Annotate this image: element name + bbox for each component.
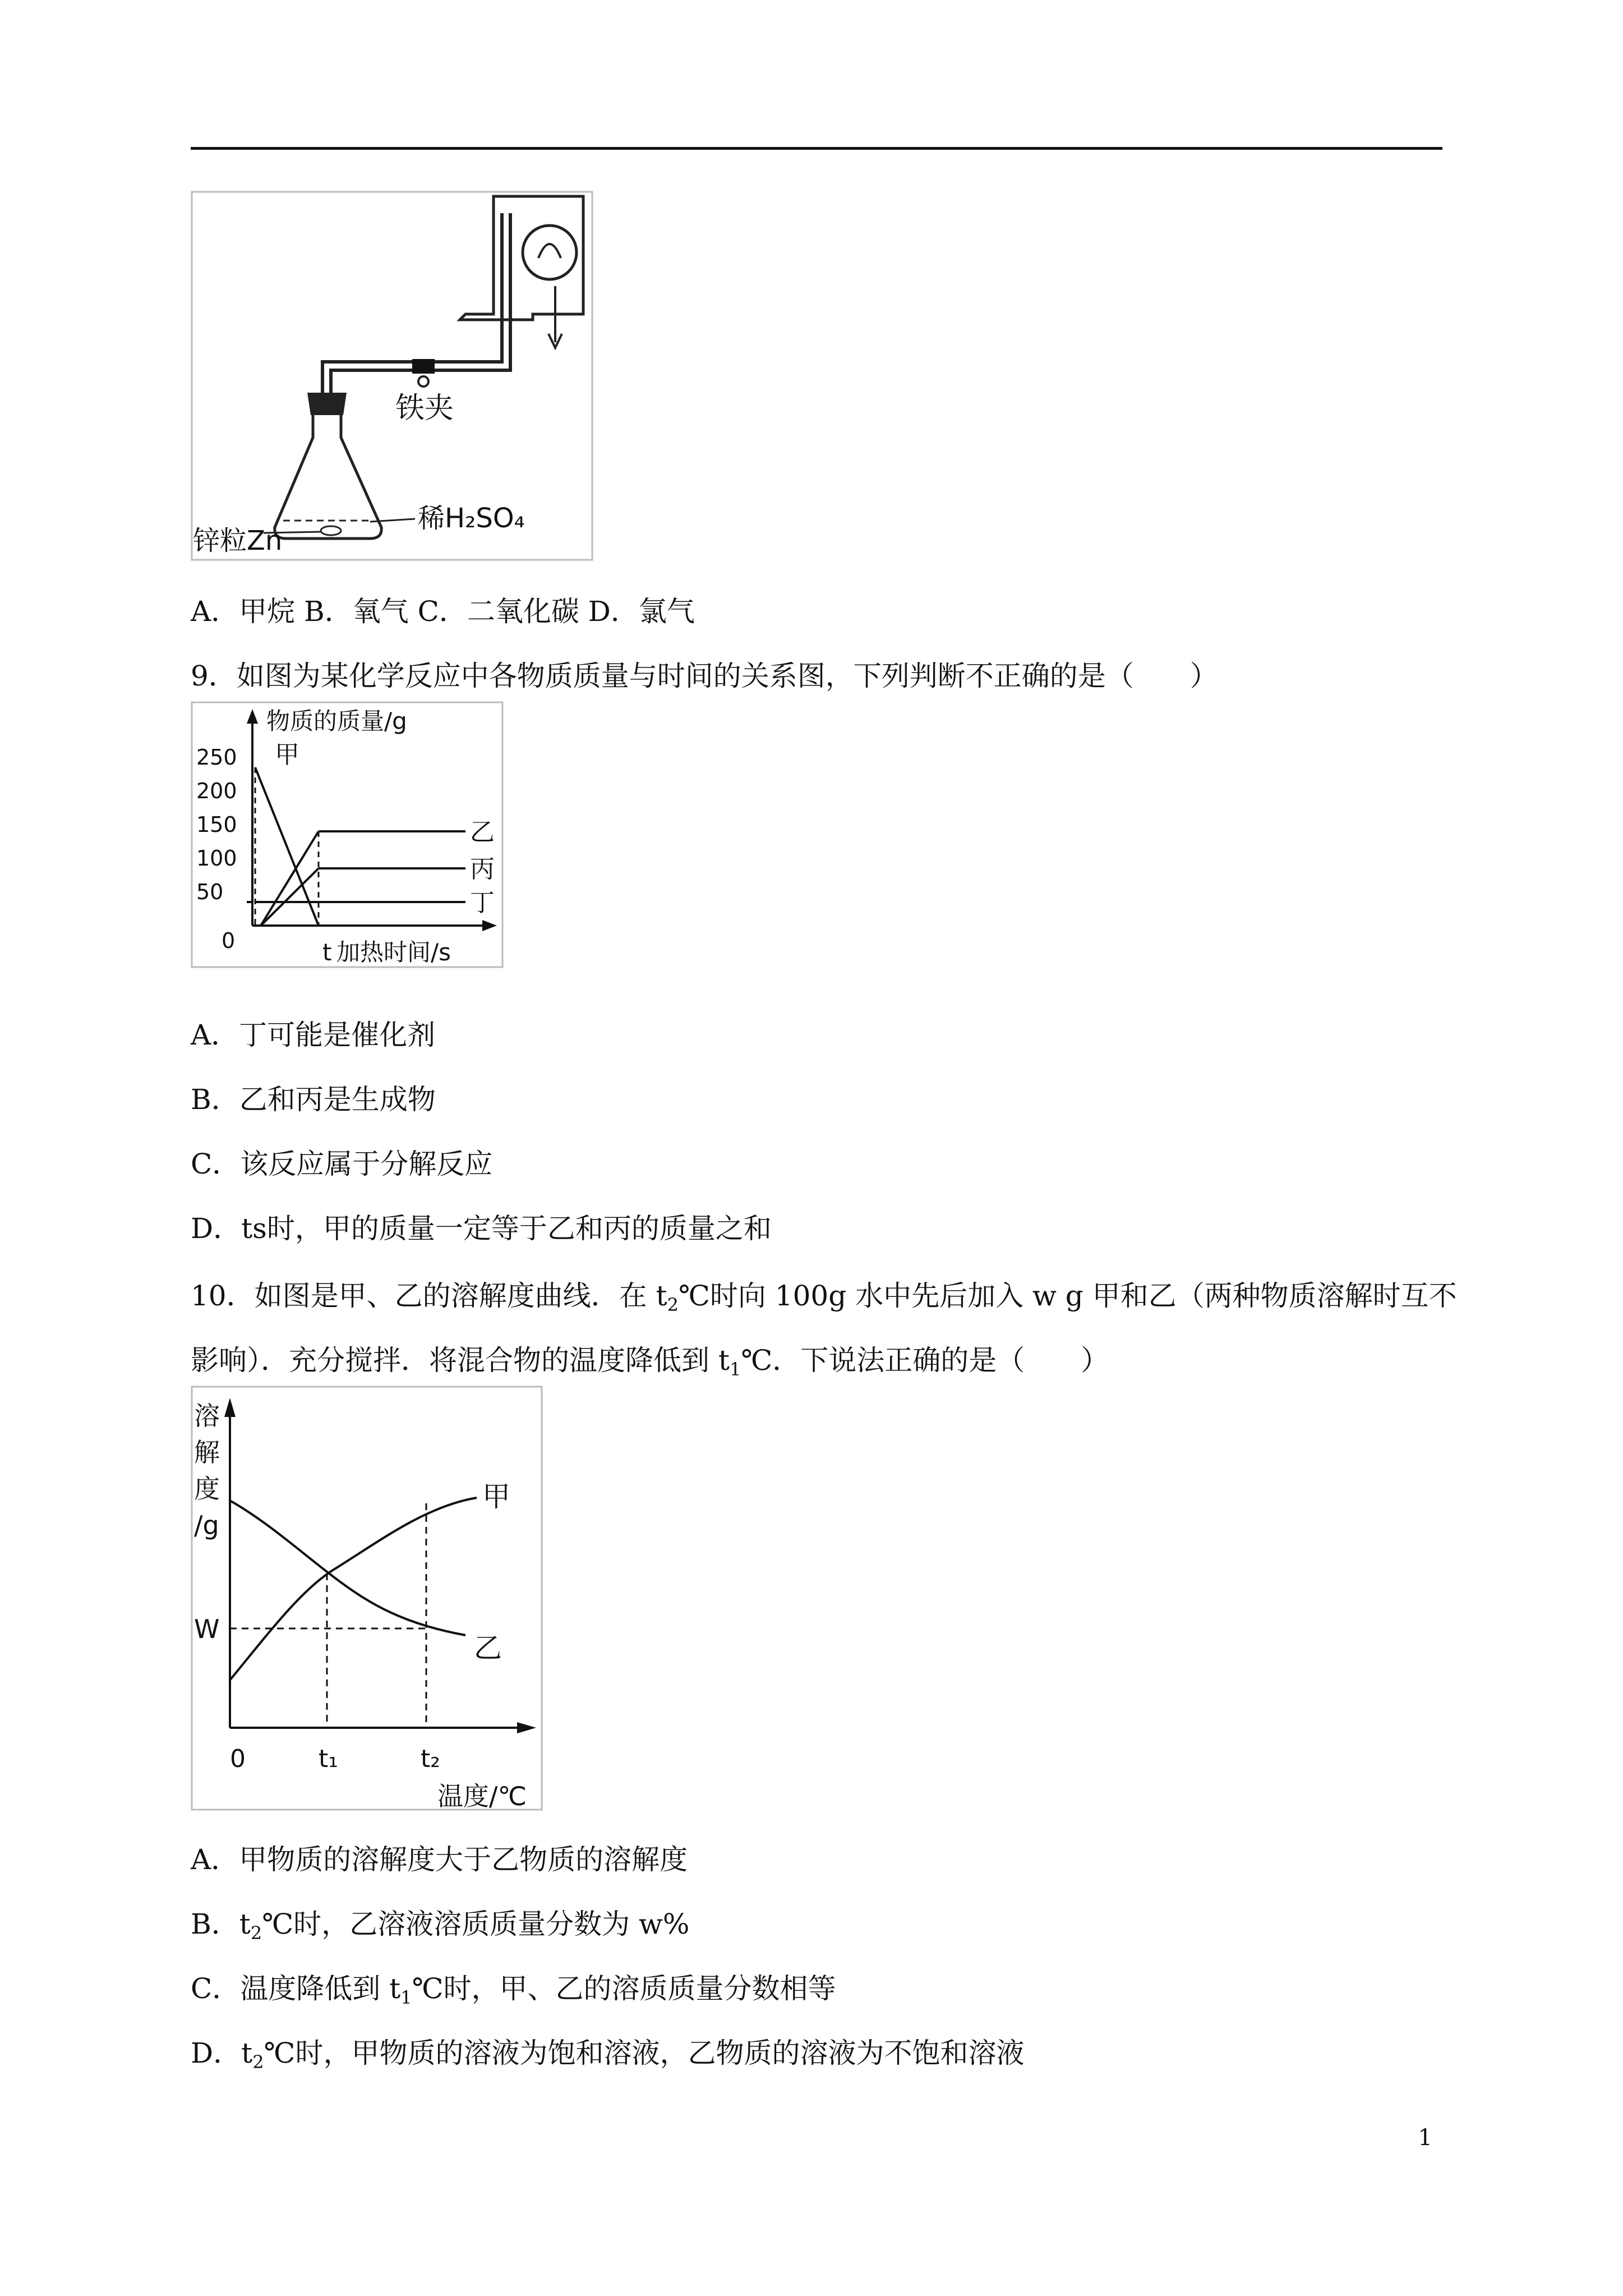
y-axis-label: 物质的质量/g (266, 707, 407, 735)
chart-frame (192, 702, 502, 967)
series-label-丁: 丁 (470, 889, 495, 917)
q8-options: A．甲烷 B．氧气 C．二氧化碳 D．氯气 (191, 595, 695, 628)
q10-option-d: D．$t_2℃$时，甲物质的溶液为饱和溶液，乙物质的溶液为不饱和溶液 (191, 2037, 1025, 2073)
q10-stem-line2: 影响）．充分搅拌．将混合物的温度降低到 $t_1℃$．下说法正确的是（ ） (191, 1344, 1109, 1380)
q10-option-a: A．甲物质的溶解度大于乙物质的溶解度 (191, 1843, 688, 1876)
q9-mass-time-chart (191, 701, 505, 970)
q9-option-d: D．ts时，甲的质量一定等于乙和丙的质量之和 (191, 1212, 772, 1245)
y-tick-label: 200 (196, 779, 237, 803)
curve-jia-label: 甲 (482, 1480, 510, 1513)
x-axis-label: 温度/℃ (437, 1781, 527, 1811)
y-tick-label: 250 (196, 745, 237, 770)
q10-stem-line1: 10．如图是甲、乙的溶解度曲线．在 $t_2℃$时向 100g 水中先后加入 w g 甲和乙（两种物质溶解时互不 (191, 1280, 1457, 1315)
y-axis-arrow-icon (247, 709, 258, 724)
series-label-丙: 丙 (470, 855, 495, 884)
series-label-乙: 乙 (470, 818, 495, 846)
zinc-granules (321, 526, 341, 535)
bulb-icon (523, 226, 577, 279)
q10-option-c: C．温度降低到 $t_1℃$时，甲、乙的溶质质量分数相等 (191, 1972, 836, 2008)
clamp-label: 铁夹 (395, 392, 454, 425)
acid-label: 稀H₂SO₄ (418, 503, 525, 534)
y-tick-label: 150 (196, 812, 237, 837)
page-number: 1 (1418, 2125, 1432, 2151)
y-label-char: 度 (194, 1474, 220, 1504)
y-label-char: 溶 (194, 1401, 220, 1431)
x-axis-arrow-icon (517, 1722, 536, 1733)
q10-solubility-chart (191, 1386, 544, 1812)
t2-label: t₂ (421, 1745, 440, 1773)
curve-yi (230, 1501, 465, 1635)
origin-label: 0 (230, 1745, 246, 1773)
x-axis-label: 加热时间/s (336, 938, 451, 966)
y-label-char: /g (194, 1510, 219, 1540)
origin-label: 0 (222, 928, 236, 953)
q9-option-b: B．乙和丙是生成物 (191, 1083, 436, 1116)
t1-label: t₁ (319, 1745, 338, 1773)
q8-apparatus-diagram (191, 191, 594, 561)
header-rule (191, 147, 1442, 150)
q9-option-a: A．丁可能是催化剂 (191, 1019, 436, 1051)
q9-option-c: C．该反应属于分解反应 (191, 1148, 493, 1180)
y-label-char: 解 (194, 1437, 220, 1467)
w-label: W (194, 1614, 220, 1644)
series-label-甲: 甲 (275, 740, 299, 769)
y-tick-label: 100 (196, 846, 237, 871)
t-label: t (322, 938, 332, 966)
iron-clamp-icon (412, 359, 435, 374)
y-axis-arrow-icon (224, 1398, 236, 1417)
clamp-screw-icon (418, 376, 428, 386)
diagram-frame (192, 192, 592, 560)
zinc-label: 锌粒Zn (193, 525, 283, 556)
stand-box (460, 196, 583, 320)
x-axis-arrow-icon (482, 920, 497, 931)
q10-option-b: B．$t_2℃$时，乙溶液溶质质量分数为 w% (191, 1908, 690, 1944)
balloon-icon (538, 244, 561, 258)
y-tick-label: 50 (196, 880, 224, 904)
rubber-stopper (307, 393, 347, 415)
curve-yi-label: 乙 (474, 1632, 502, 1664)
q9-stem: 9．如图为某化学反应中各物质质量与时间的关系图，下列判断不正确的是（ ） (191, 660, 1218, 692)
